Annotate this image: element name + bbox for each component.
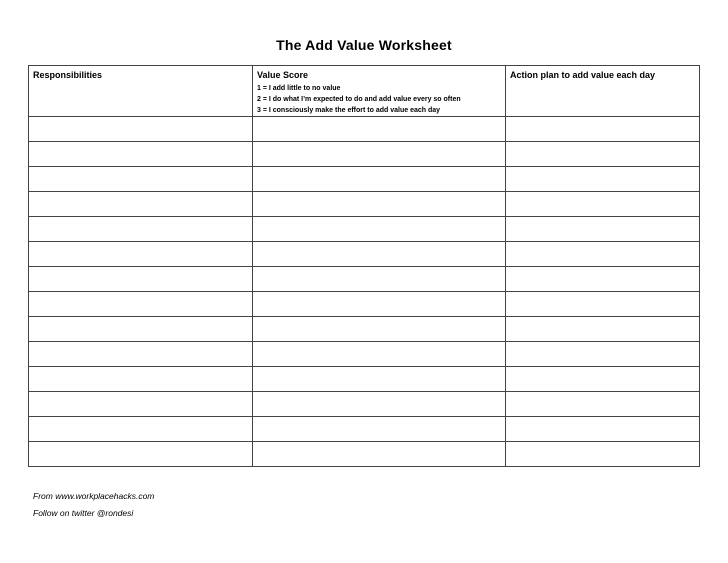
value-score-level-1: 1 = I add little to no value (257, 85, 341, 92)
footer-twitter-note: Follow on twitter @rondesi (33, 508, 134, 518)
action-plan-cell[interactable] (506, 292, 700, 317)
table-row (29, 317, 700, 342)
action-plan-cell[interactable] (506, 192, 700, 217)
value-score-cell[interactable] (253, 417, 506, 442)
table-row (29, 417, 700, 442)
worksheet-table-body (29, 66, 700, 467)
responsibility-cell[interactable] (29, 392, 253, 417)
value-score-header: Value Score (257, 70, 309, 80)
table-row (29, 242, 700, 267)
value-score-cell[interactable] (253, 292, 506, 317)
value-score-cell[interactable] (253, 267, 506, 292)
value-score-cell[interactable] (253, 167, 506, 192)
responsibility-cell[interactable] (29, 292, 253, 317)
action-plan-cell[interactable] (506, 217, 700, 242)
responsibility-cell[interactable] (29, 192, 253, 217)
value-score-cell[interactable] (253, 392, 506, 417)
table-row (29, 267, 700, 292)
responsibility-cell[interactable] (29, 242, 253, 267)
action-plan-header: Action plan to add value each day (510, 70, 656, 80)
action-plan-cell[interactable] (506, 367, 700, 392)
responsibility-cell[interactable] (29, 442, 253, 467)
value-score-level-3: 3 = I consciously make the effort to add value each day (257, 107, 441, 114)
value-score-cell[interactable] (253, 242, 506, 267)
action-plan-cell[interactable] (506, 442, 700, 467)
action-plan-cell[interactable] (506, 167, 700, 192)
action-plan-header-cell (506, 66, 700, 117)
worksheet-title: The Add Value Worksheet (276, 37, 452, 53)
value-score-cell[interactable] (253, 317, 506, 342)
value-score-cell[interactable] (253, 342, 506, 367)
worksheet-table (28, 65, 700, 467)
responsibility-cell[interactable] (29, 267, 253, 292)
table-row (29, 117, 700, 142)
table-row (29, 442, 700, 467)
table-row (29, 342, 700, 367)
value-score-cell[interactable] (253, 217, 506, 242)
value-score-level-2: 2 = I do what I’m expected to do and add value every so often (257, 96, 461, 103)
responsibility-cell[interactable] (29, 142, 253, 167)
responsibility-cell[interactable] (29, 342, 253, 367)
footer-source-link: From www.workplacehacks.com (33, 491, 155, 501)
action-plan-cell[interactable] (506, 317, 700, 342)
responsibility-cell[interactable] (29, 117, 253, 142)
action-plan-cell[interactable] (506, 267, 700, 292)
action-plan-cell[interactable] (506, 392, 700, 417)
responsibilities-header-cell (29, 66, 253, 117)
value-score-cell[interactable] (253, 192, 506, 217)
header-row (29, 66, 700, 117)
responsibility-cell[interactable] (29, 317, 253, 342)
action-plan-cell[interactable] (506, 142, 700, 167)
value-score-cell[interactable] (253, 442, 506, 467)
table-row (29, 142, 700, 167)
table-row (29, 217, 700, 242)
table-row (29, 392, 700, 417)
table-row (29, 167, 700, 192)
action-plan-cell[interactable] (506, 342, 700, 367)
responsibility-cell[interactable] (29, 367, 253, 392)
responsibilities-header: Responsibilities (33, 70, 103, 80)
action-plan-cell[interactable] (506, 117, 700, 142)
table-row (29, 367, 700, 392)
value-score-cell[interactable] (253, 367, 506, 392)
responsibility-cell[interactable] (29, 217, 253, 242)
action-plan-cell[interactable] (506, 417, 700, 442)
responsibility-cell[interactable] (29, 167, 253, 192)
action-plan-cell[interactable] (506, 242, 700, 267)
value-score-cell[interactable] (253, 117, 506, 142)
table-row (29, 192, 700, 217)
responsibility-cell[interactable] (29, 417, 253, 442)
table-row (29, 292, 700, 317)
value-score-cell[interactable] (253, 142, 506, 167)
value-score-header-cell (253, 66, 506, 117)
